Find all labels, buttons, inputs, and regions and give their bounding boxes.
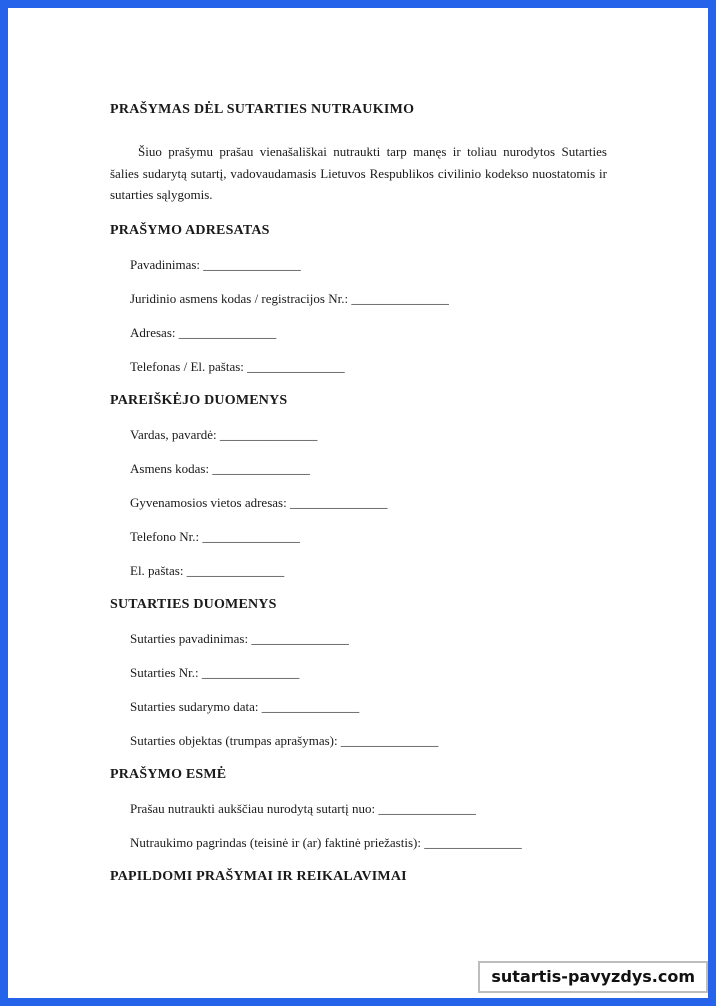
- field-blank-line: _______________: [212, 460, 310, 476]
- field-blank-line: _______________: [201, 664, 300, 680]
- field-label: Prašau nutraukti aukščiau nurodytą sutartį nuo:: [130, 800, 376, 816]
- field-label: Vardas, pavardė:: [130, 426, 217, 442]
- field-label: Sutarties Nr.:: [130, 664, 199, 680]
- field-line: [110, 290, 607, 307]
- watermark-badge: [478, 961, 708, 993]
- field-label: Telefono Nr.:: [130, 528, 200, 544]
- section-heading: PRAŠYMO ADRESATAS: [110, 222, 270, 238]
- field-blank-line: _______________: [202, 528, 300, 544]
- field-label: Juridinio asmens kodas / registracijos Nr.:: [130, 290, 349, 306]
- field-line: [110, 698, 607, 715]
- field-line: [110, 256, 607, 273]
- field-line: [110, 358, 607, 375]
- field-line: [110, 562, 607, 579]
- field-label: Adresas:: [130, 324, 176, 340]
- section-heading: SUTARTIES DUOMENYS: [110, 596, 277, 612]
- field-line: [110, 630, 607, 647]
- document-title: PRAŠYMAS DĖL SUTARTIES NUTRAUKIMO: [110, 102, 415, 117]
- document-content: [8, 8, 708, 885]
- field-label: Sutarties sudarymo data:: [130, 698, 259, 714]
- field-blank-line: _______________: [178, 324, 277, 340]
- field-line: [110, 460, 607, 477]
- field-blank-line: _______________: [340, 732, 439, 748]
- field-line: [110, 324, 607, 341]
- field-blank-line: _______________: [351, 290, 449, 306]
- field-line: [110, 426, 607, 443]
- watermark-text: sutartis-pavyzdys.com: [491, 967, 695, 986]
- field-blank-line: _______________: [261, 698, 360, 714]
- field-blank-line: _______________: [378, 800, 476, 816]
- field-label: Pavadinimas:: [130, 256, 201, 272]
- section-heading: PAREIŠKĖJO DUOMENYS: [110, 392, 288, 408]
- field-label: Gyvenamosios vietos adresas:: [130, 494, 287, 510]
- field-line: [110, 834, 607, 851]
- field-label: El. paštas:: [130, 562, 184, 578]
- field-label: Asmens kodas:: [130, 460, 210, 476]
- field-line: [110, 732, 607, 749]
- field-blank-line: _______________: [203, 256, 301, 272]
- field-label: Nutraukimo pagrindas (teisinė ir (ar) faktinė priežastis):: [130, 834, 421, 850]
- field-line: [110, 494, 607, 511]
- field-blank-line: _______________: [424, 834, 522, 850]
- field-blank-line: _______________: [186, 562, 285, 578]
- field-label: Sutarties objektas (trumpas aprašymas):: [130, 732, 338, 748]
- field-blank-line: _______________: [247, 358, 345, 374]
- field-blank-line: _______________: [219, 426, 318, 442]
- field-line: [110, 800, 607, 817]
- field-label: Sutarties pavadinimas:: [130, 630, 249, 646]
- section-heading: PRAŠYMO ESMĖ: [110, 766, 227, 782]
- intro-paragraph: Šiuo prašymu prašau vienašališkai nutraukti tarp manęs ir toliau nurodytos Sutarties šalies sudarytą sutartį, vadovaudamasis Lietuvos Respublikos civilinio kodekso nuostatomis ir sutarties sąlygomis.: [110, 144, 607, 202]
- section-heading: PAPILDOMI PRAŠYMAI IR REIKALAVIMAI: [110, 868, 407, 884]
- field-line: [110, 664, 607, 681]
- field-blank-line: _______________: [289, 494, 388, 510]
- sections-container: [110, 222, 607, 885]
- field-line: [110, 528, 607, 545]
- field-blank-line: _______________: [251, 630, 349, 646]
- field-label: Telefonas / El. paštas:: [130, 358, 244, 374]
